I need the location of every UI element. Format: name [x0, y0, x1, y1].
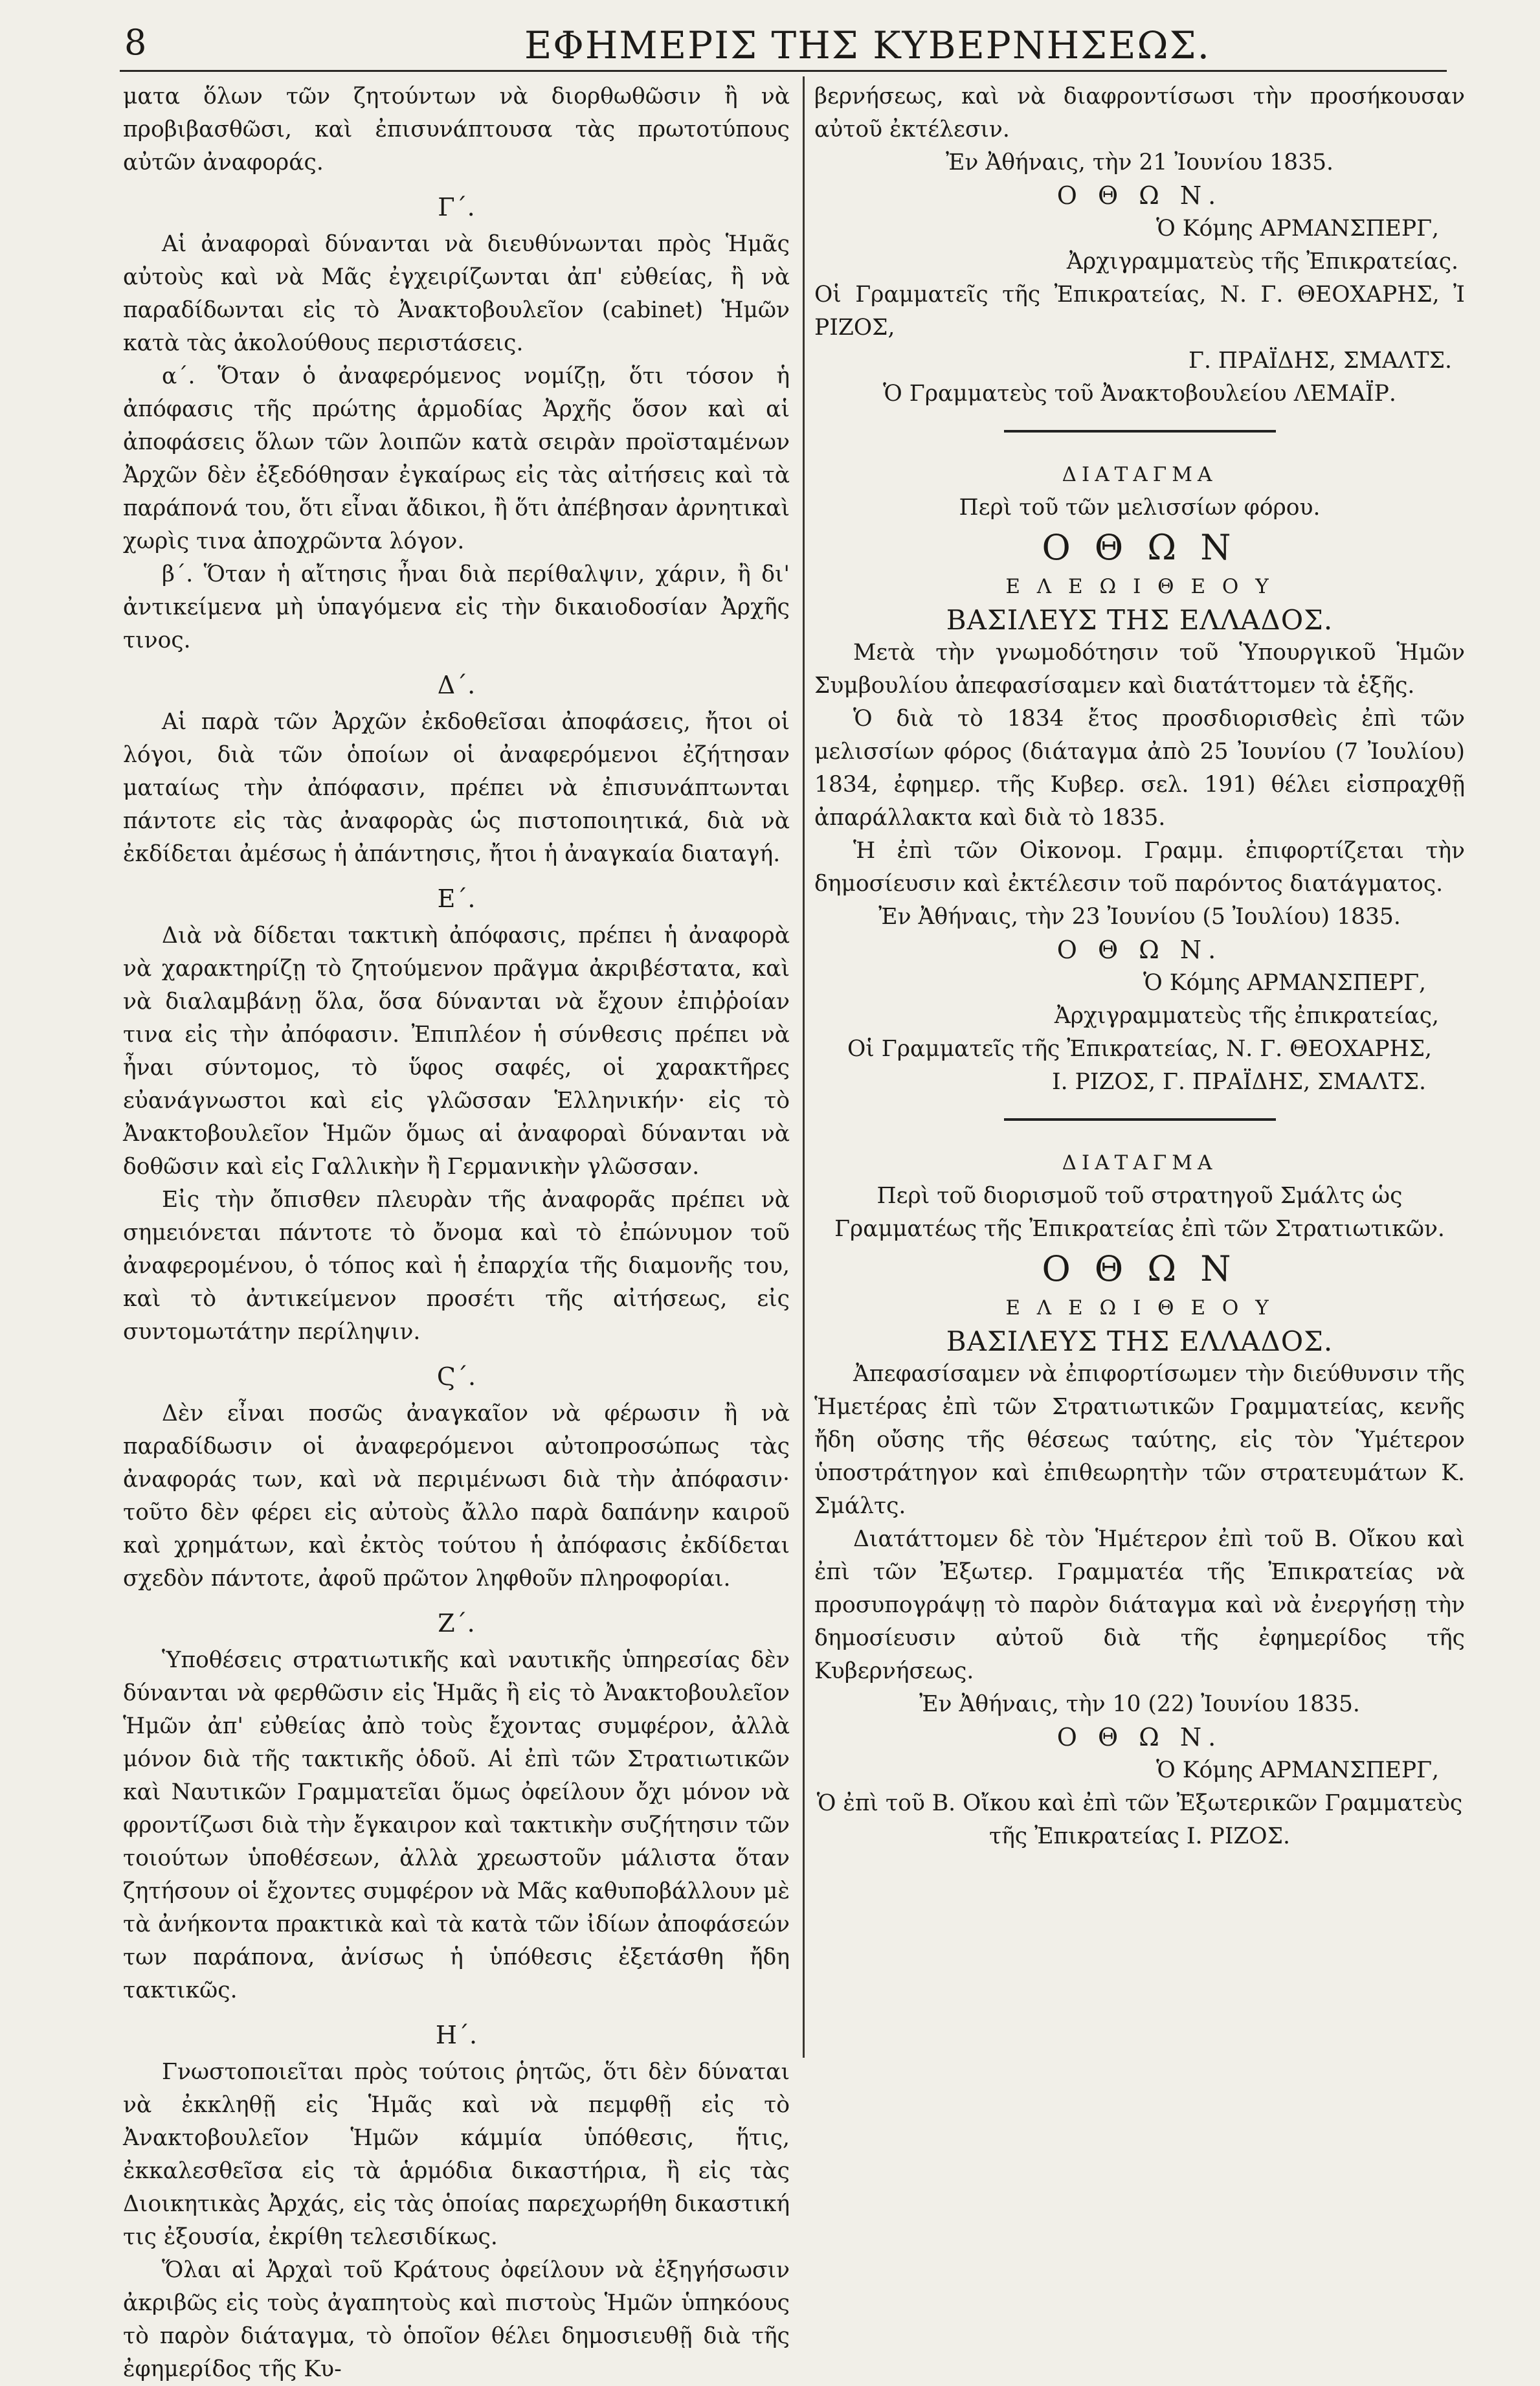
realm-title: ΒΑΣΙΛΕΥΣ ΤΗΣ ΕΛΛΑΔΟΣ. — [946, 1325, 1334, 1357]
section-rule — [1004, 1118, 1276, 1121]
section-heading-h: Η΄. — [435, 2021, 478, 2049]
signatory: Ὁ ἐπὶ τοῦ Β. Οἴκου καὶ ἐπὶ τῶν Ἐξωτερικῶν Γραμματεὺς — [816, 1790, 1463, 1816]
signatory: Ι. ΡΙΖΟΣ, Γ. ΠΡΑΪΔΗΣ, ΣΜΑΛΤΣ. — [1052, 1069, 1426, 1095]
king-name: Ο Θ Ω Ν — [1042, 1248, 1238, 1289]
paragraph: Αἱ ἀναφοραὶ δύνανται νὰ διευθύνωνται πρὸς Ἡμᾶς αὐτοὺς καὶ νὰ Μᾶς ἐγχειρίζωνται ἀπ' εὐθείας, ἢ νὰ παραδίδωνται εἰς τὸ Ἀνακτοβουλεῖον (cabinet) Ἡμῶν κατὰ τὰς ἀκολούθους περιστάσεις. — [123, 231, 790, 356]
paragraph: Μετὰ τὴν γνωμοδότησιν τοῦ Ὑπουργικοῦ Ἡμῶν Συμβουλίου ἀπεφασίσαμεν καὶ διατάττομεν τὰ ἑξῆς. — [814, 640, 1465, 699]
section-heading-e: Ε΄. — [437, 884, 476, 913]
continued-paragraph: βερνήσεως, καὶ νὰ διαφροντίσωσι τὴν προσήκουσαν αὐτοῦ ἐκτέλεσιν. — [814, 84, 1465, 142]
paragraph: Γνωστοποιεῖται πρὸς τούτοις ῥητῶς, ὅτι δὲν δύναται νὰ ἐκκληθῇ εἰς Ἡμᾶς καὶ νὰ πεμφθῇ εἰς τὸ Ἀνακτοβουλεῖον Ἡμῶν κάμμία ὑπόθεσις, ἥτις, ἐκκαλεσθεῖσα εἰς τὰ ἁρμόδια δικαστήρια, ἢ εἰς τὰς Διοικητικὰς Ἀρχάς, εἰς τὰς ὁποίας παρεχωρήθη δικαστική τις ἐξουσία, ἐκρίθη τελεσιδίκως. — [123, 2059, 790, 2250]
signatory: Οἱ Γραμματεῖς τῆς Ἐπικρατείας, Ν. Γ. ΘΕΟΧΑΡΗΣ, — [847, 1036, 1432, 1062]
paragraph: Ὑποθέσεις στρατιωτικῆς καὶ ναυτικῆς ὑπηρεσίας δὲν δύνανται νὰ φερθῶσιν εἰς Ἡμᾶς ἢ εἰς τὸ Ἀνακτοβουλεῖον Ἡμῶν ἀπ' εὐθείας ἀπὸ τοὺς ἔχοντας συμφέρον, ἀλλὰ μόνον διὰ τῆς τακτικῆς ὁδοῦ. Αἱ ἐπὶ τῶν Στρατιωτικῶν καὶ Ναυτικῶν Γραμματεῖαι ὅμως ὀφείλουν ὄχι μόνον νὰ φροντίζωσι διὰ τὴν ἔγκαιρον καὶ τακτικὴν συζήτησιν τῶν τοιούτων ὑποθέσεων, ἀλλὰ χρεωστοῦν μάλιστα ὅταν ζητήσουν οἱ ἔχοντες συμφέρον νὰ Μᾶς καθυποβάλλουν μὲ τὰ ἀνήκοντα πρακτικὰ καὶ τὰ κατὰ τῶν ἰδίων ἀποφάσεών των παράπονα, ἀνίσως ἡ ὑπόθεσις ἐξετάσθη ἤδη τακτικῶς. — [123, 1647, 790, 2003]
king-name: Ο Θ Ω Ν — [1042, 527, 1238, 568]
signatory: Ὁ Κόμης ΑΡΜΑΝΣΠΕΡΓ, — [1156, 1757, 1439, 1783]
column-divider — [803, 76, 805, 2058]
decree-title: ΔΙΑΤΑΓΜΑ — [1062, 1151, 1218, 1175]
signatory: Ἀρχιγραμματεὺς τῆς ἐπικρατείας, — [1054, 1003, 1439, 1029]
paragraph: Ὅλαι αἱ Ἀρχαὶ τοῦ Κράτους ὀφείλουν νὰ ἐξηγήσωσιν ἀκριβῶς εἰς τοὺς ἀγαπητοὺς καὶ πιστοὺς Ἡμῶν ὑπηκόους τὸ παρὸν διάταγμα, τὸ ὁποῖον θέλει δημοσιευθῇ διὰ τῆς ἐφημερίδος τῆς Κυ- — [123, 2257, 790, 2382]
intro-paragraph: ματα ὅλων τῶν ζητούντων νὰ διορθωθῶσιν ἢ νὰ προβιβασθῶσι, καὶ ἐπισυνάπτουσα τὰς πρωτοτύπους αὐτῶν ἀναφοράς. — [123, 84, 790, 175]
decree-subject: Περὶ τοῦ διορισμοῦ τοῦ στρατηγοῦ Σμάλτς ὡς Γραμματέως τῆς Ἐπικρατείας ἐπὶ τῶν Στρατιωτικῶν. — [834, 1183, 1445, 1242]
king-signature: Ο Θ Ω Ν. — [1056, 1723, 1223, 1751]
section-heading-st: Ϛ΄. — [436, 1362, 476, 1391]
decree-title: ΔΙΑΤΑΓΜΑ — [1062, 463, 1218, 486]
paragraph: Εἰς τὴν ὄπισθεν πλευρὰν τῆς ἀναφορᾶς πρέπει νὰ σημειόνεται πάντοτε τὸ ὄνομα καὶ τὸ ἐπώνυμον τοῦ ἀναφερομένου, ὁ τόπος καὶ ἡ ἐπαρχία τῆς διαμονῆς του, καὶ τὸ ἀντικείμενον προσέτι τῆς αἰτήσεως, εἰς συντομωτάτην περίληψιν. — [123, 1187, 790, 1345]
section-heading-g: Γ΄. — [438, 193, 475, 221]
decree-subject: Περὶ τοῦ τῶν μελισσίων φόρου. — [959, 495, 1321, 521]
grace-of-god: Ε Λ Ε Ω Ι Θ Ε Ο Υ — [1005, 575, 1274, 598]
realm-title: ΒΑΣΙΛΕΥΣ ΤΗΣ ΕΛΛΑΔΟΣ. — [946, 604, 1334, 636]
king-signature: Ο Θ Ω Ν. — [1056, 181, 1223, 210]
date-line: Ἐν Ἀθήναις, τὴν 23 Ἰουνίου (5 Ἰουλίου) 1835. — [878, 904, 1401, 930]
paragraph: Δὲν εἶναι ποσῶς ἀναγκαῖον νὰ φέρωσιν ἢ νὰ παραδίδωσιν οἱ ἀναφερόμενοι αὐτοπροσώπως τὰς ἀναφοράς των, καὶ νὰ περιμένωσι διὰ τὴν ἀπόφασιν· τοῦτο δὲν φέρει εἰς αὐτοὺς ἄλλο παρὰ δαπάνην καιροῦ καὶ χρημάτων, καὶ ἐκτὸς τούτου ἡ ἀπόφασις ἐκδίδεται σχεδὸν πάντοτε, ἀφοῦ πρῶτον ληφθοῦν πληροφορίαι. — [123, 1401, 790, 1592]
date-line: Ἐν Ἀθήναις, τὴν 21 Ἰουνίου 1835. — [945, 150, 1334, 175]
signatory: τῆς Ἐπικρατείας Ι. ΡΙΖΟΣ. — [989, 1823, 1290, 1849]
page-number: 8 — [124, 22, 147, 63]
section-heading-z: Ζ΄. — [438, 1609, 475, 1638]
date-line: Ἐν Ἀθήναις, τὴν 10 (22) Ἰουνίου 1835. — [919, 1691, 1360, 1717]
grace-of-god: Ε Λ Ε Ω Ι Θ Ε Ο Υ — [1005, 1296, 1274, 1320]
signatory: Οἱ Γραμματεῖς τῆς Ἐπικρατείας, Ν. Γ. ΘΕΟΧΑΡΗΣ, Ἰ ΡΙΖΟΣ, — [814, 282, 1465, 341]
signatory: Ὁ Κόμης ΑΡΜΑΝΣΠΕΡΓ, — [1156, 216, 1439, 242]
running-title: ΕΦΗΜΕΡΙΣ ΤΗΣ ΚΥΒΕΡΝΗΣΕΩΣ. — [524, 23, 1211, 67]
signatory: Ἀρχιγραμματεὺς τῆς Ἐπικρατείας. — [1066, 249, 1458, 275]
paragraph: Αἱ παρὰ τῶν Ἀρχῶν ἐκδοθεῖσαι ἀποφάσεις, ἤτοι οἱ λόγοι, διὰ τῶν ὁποίων οἱ ἀναφερόμενοι ἐζήτησαν ματαίως τὴν ἀπόφασιν, πρέπει νὰ ἐπισυνάπτωνται πάντοτε εἰς τὰς ἀναφορὰς ὡς πιστοποιητικά, διὰ νὰ ἐκδίδεται ἀμέσως ἡ ἀπάντησις, ἤτοι ἡ ἀναγκαία διαταγή. — [123, 709, 790, 867]
paragraph: Ὁ διὰ τὸ 1834 ἔτος προσδιορισθεὶς ἐπὶ τῶν μελισσίων φόρος (διάταγμα ἀπὸ 25 Ἰουνίου (7 Ἰουλίου) 1834, ἐφημερ. τῆς Κυβερ. σελ. 191) θέλει εἰσπραχθῇ ἀπαράλλακτα καὶ διὰ τὸ 1835. — [814, 706, 1465, 831]
paragraph: Διατάττομεν δὲ τὸν Ἡμέτερον ἐπὶ τοῦ Β. Οἴκου καὶ ἐπὶ τῶν Ἐξωτερ. Γραμματέα τῆς Ἐπικρατείας νὰ προσυπογράψῃ τὸ παρὸν διάταγμα καὶ νὰ ἐνεργήσῃ τὴν δημοσίευσιν αὐτοῦ διὰ τῆς ἐφημερίδος τῆς Κυβερνήσεως. — [814, 1526, 1465, 1684]
section-heading-d: Δ΄. — [437, 671, 476, 699]
paragraph: Ἡ ἐπὶ τῶν Οἰκονομ. Γραμμ. ἐπιφορτίζεται τὴν δημοσίευσιν καὶ ἐκτέλεσιν τοῦ παρόντος διατάγματος. — [814, 838, 1465, 897]
section-rule — [1004, 430, 1276, 433]
signatory: Ὁ Κόμης ΑΡΜΑΝΣΠΕΡΓ, — [1143, 970, 1426, 996]
paragraph: Διὰ νὰ δίδεται τακτικὴ ἀπόφασις, πρέπει ἡ ἀναφορὰ νὰ χαρακτηρίζῃ τὸ ζητούμενον πρᾶγμα ἀκριβέστατα, καὶ νὰ διαλαμβάνῃ ὅλα, ὅσα δύνανται νὰ ἔχουν ἐπιῤῥοίαν τινα εἰς τὴν ἀπόφασιν. Ἐπιπλέον ἡ σύνθεσις πρέπει νὰ ἦναι σύντομος, τὸ ὕφος σαφές, οἱ χαρακτῆρες εὐανάγνωστοι καὶ εἰς γλῶσσαν Ἑλληνικήν· εἰς τὸ Ἀνακτοβουλεῖον Ἡμῶν ὅμως αἱ ἀναφοραὶ δύνανται νὰ δοθῶσιν καὶ εἰς Γαλλικὴν ἢ Γερμανικὴν γλῶσσαν. — [123, 923, 790, 1180]
paragraph: Ἀπεφασίσαμεν νὰ ἐπιφορτίσωμεν τὴν διεύθυνσιν τῆς Ἡμετέρας ἐπὶ τῶν Στρατιωτικῶν Γραμματείας, κενῆς ἤδη οὔσης τῆς θέσεως ταύτης, εἰς τὸν Ὑμέτερον ὑποστράτηγον καὶ ἐπιθεωρητὴν τῶν στρατευμάτων Κ. Σμάλτς. — [814, 1361, 1465, 1519]
signatory: Γ. ΠΡΑΪΔΗΣ, ΣΜΑΛΤΣ. — [1188, 348, 1452, 374]
left-column — [123, 80, 790, 2386]
paragraph: β΄. Ὅταν ἡ αἴτησις ἦναι διὰ περίθαλψιν, χάριν, ἢ δι' ἀντικείμενα μὴ ὑπαγόμενα εἰς τὴν δικαιοδοσίαν Ἀρχῆς τινος. — [123, 561, 790, 653]
right-column — [814, 80, 1465, 1853]
header-rule — [120, 70, 1447, 72]
king-signature: Ο Θ Ω Ν. — [1056, 936, 1223, 964]
signatory: Ὁ Γραμματεὺς τοῦ Ἀνακτοβουλείου ΛΕΜΑΪΡ. — [883, 381, 1396, 407]
paragraph: α΄. Ὅταν ὁ ἀναφερόμενος νομίζῃ, ὅτι τόσον ἡ ἀπόφασις τῆς πρώτης ἁρμοδίας Ἀρχῆς ὅσον καὶ αἱ ἀποφάσεις ὅλων τῶν λοιπῶν κατὰ σειρὰν προϊσταμένων Ἀρχῶν δὲν ἐξεδόθησαν ἐγκαίρως εἰς τὰς αἰτήσεις καὶ τὰ παράπονά του, ὅτι εἶναι ἄδικοι, ἢ ὅτι ἀπέβησαν ἀρνητικαὶ χωρὶς τινα ἀποχρῶντα λόγον. — [123, 363, 790, 554]
